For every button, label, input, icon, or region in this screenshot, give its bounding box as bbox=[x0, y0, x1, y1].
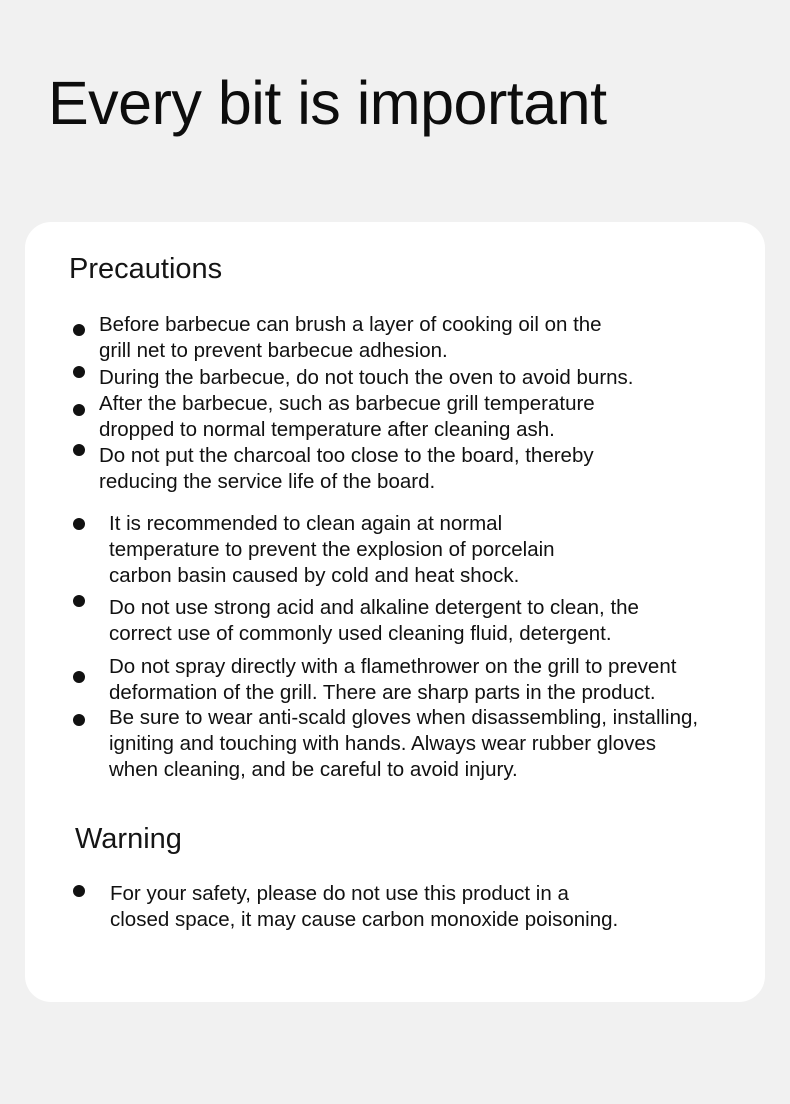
warning-title: Warning bbox=[75, 823, 182, 855]
bullet-icon bbox=[73, 324, 85, 336]
bullet-icon bbox=[73, 518, 85, 530]
precaution-item-8: Be sure to wear anti-scald gloves when disassembling, installing, igniting and touching with hands. Always wear rubber gloves when cleaning, and be careful to avoid injury. bbox=[109, 706, 699, 781]
instructions-card bbox=[25, 222, 765, 1002]
precaution-item-5: It is recommended to clean again at normal temperature to prevent the explosion of porcelain carbon basin caused by cold and heat shock. bbox=[109, 512, 555, 587]
precaution-item-1: Before barbecue can brush a layer of cooking oil on the grill net to prevent barbecue adhesion. bbox=[99, 313, 602, 362]
bullet-icon bbox=[73, 366, 85, 378]
precaution-item-6: Do not use strong acid and alkaline detergent to clean, the correct use of commonly used cleaning fluid, detergent. bbox=[109, 596, 639, 645]
bullet-icon bbox=[73, 404, 85, 416]
page-headline: Every bit is important bbox=[48, 69, 607, 137]
bullet-icon bbox=[73, 671, 85, 683]
bullet-icon bbox=[73, 595, 85, 607]
precaution-item-3: After the barbecue, such as barbecue grill temperature dropped to normal temperature after cleaning ash. bbox=[99, 392, 595, 441]
precautions-title: Precautions bbox=[69, 253, 223, 285]
precaution-item-4: Do not put the charcoal too close to the board, thereby reducing the service life of the board. bbox=[99, 444, 594, 493]
precaution-item-7: Do not spray directly with a flamethrower on the grill to prevent deformation of the grill. There are sharp parts in the product. bbox=[109, 655, 677, 704]
bullet-icon bbox=[73, 714, 85, 726]
bullet-icon bbox=[73, 444, 85, 456]
precaution-item-2: During the barbecue, do not touch the oven to avoid burns. bbox=[99, 366, 634, 389]
bullet-icon bbox=[73, 885, 85, 897]
warning-item-1: For your safety, please do not use this product in a closed space, it may cause carbon monoxide poisoning. bbox=[110, 882, 619, 931]
